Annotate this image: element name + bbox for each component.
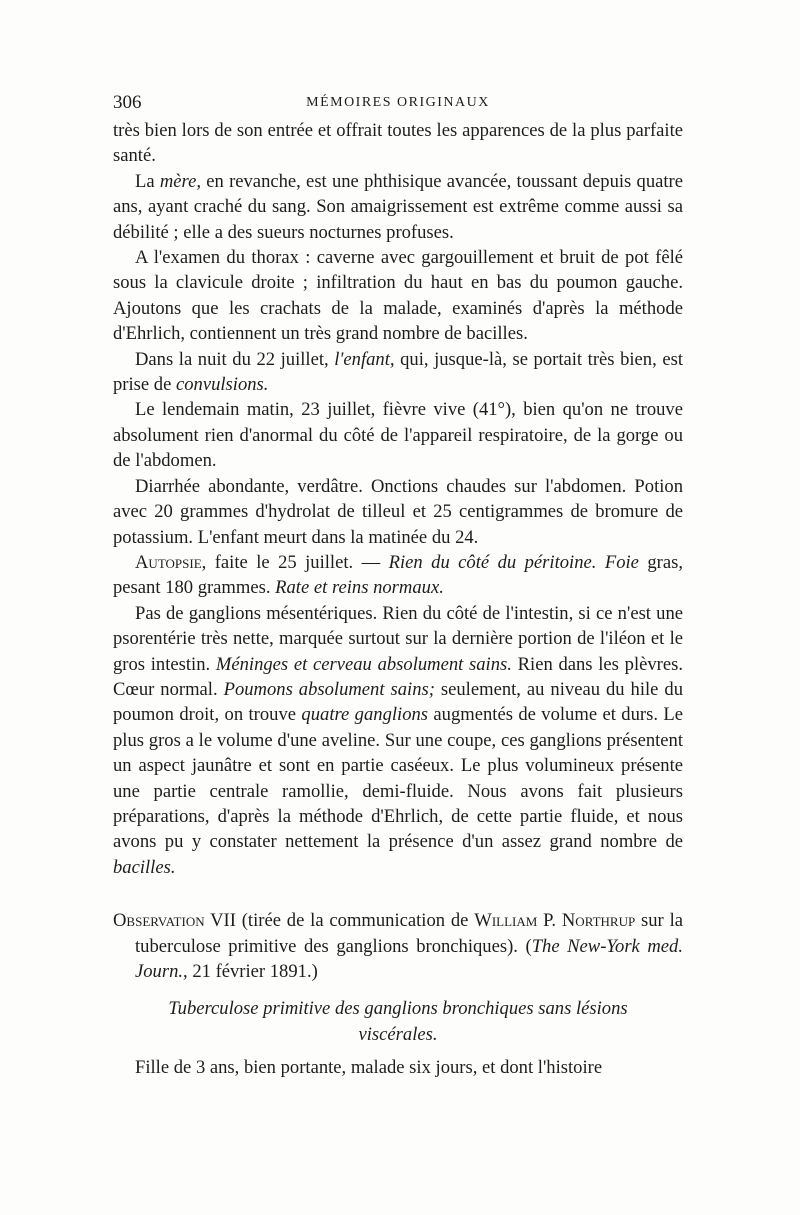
text-run: gras, pesant 180 grammes. bbox=[113, 551, 683, 599]
italic-run: l'enfant, bbox=[334, 348, 395, 370]
page-number: 306 bbox=[113, 92, 142, 113]
paragraph-4 bbox=[113, 347, 683, 398]
italic-run: Rien du côté du péritoine. Foie bbox=[388, 551, 639, 573]
small-caps-run: Autopsie, bbox=[135, 551, 207, 573]
header-title: MÉMOIRES ORIGINAUX bbox=[306, 95, 490, 110]
text-run: La bbox=[135, 170, 160, 192]
text-run: Rien dans les plèvres. Cœur normal. bbox=[113, 653, 683, 700]
italic-run: quatre ganglions bbox=[301, 704, 429, 726]
text-run: (tirée de la communication de bbox=[235, 910, 475, 932]
italic-run: mère, bbox=[159, 170, 202, 192]
paragraph-3: A l'examen du thorax : caverne avec gargouillement et bruit de pot fêlé sous la clavicule droite ; infiltration du haut en bas du poumon gauche. Ajoutons que les crachats de la malade, examinés d'après la méthode d'Ehrlich, contiennent un très grand nombre de bacilles. bbox=[113, 247, 683, 345]
paragraph-5: Le lendemain matin, 23 juillet, fièvre vive (41°), bien qu'on ne trouve absolument rien d'anormal du côté de l'appareil respiratoire, de la gorge ou de l'abdomen. bbox=[113, 399, 683, 472]
observation-label: Observation VII bbox=[113, 910, 236, 932]
italic-run: Rate et reins normaux. bbox=[275, 577, 444, 599]
subtitle-line-1: Tuberculose primitive des ganglions bronchiques sans lésions bbox=[168, 998, 628, 1020]
italic-run: Méninges et cerveau absolument sains. bbox=[215, 653, 512, 675]
observation-text: Fille de 3 ans, bien portante, malade six jours, et dont l'histoire bbox=[135, 1057, 603, 1079]
text-run: , 21 février 1891.) bbox=[183, 961, 318, 982]
text-run: sur la tuberculose primitive des ganglions bronchiques). ( bbox=[135, 910, 683, 957]
italic-run: convulsions. bbox=[176, 374, 269, 396]
body-text bbox=[113, 118, 683, 880]
page bbox=[113, 92, 683, 1099]
section-gap bbox=[113, 880, 683, 908]
journal-title: The New-York med. Journ. bbox=[135, 935, 683, 982]
text-run: augmentés de volume et durs. Le plus gros a le volume d'une aveline. Sur une coupe, ces ganglions présentent un aspect jaunâtre et sont en partie caséeux. Le plus volumineux présente une partie centrale ramollie, demi-fluide. Nous avons fait plusieurs préparations, d'après la méthode d'Ehrlich, de cette partie fluide, et nous avons pu y constater nettement la présence d'un assez grand nombre de bbox=[113, 704, 683, 853]
subtitle-line-2: viscérales. bbox=[358, 1023, 438, 1045]
text-run: Pas de ganglions mésentériques. Rien du côté de l'intestin, si ce n'est une psorentérie très nette, marquée surtout sur la dernière portion de l'iléon et le gros intestin. bbox=[113, 602, 683, 675]
observation-heading bbox=[113, 908, 683, 984]
text-run: faite le 25 juillet. — bbox=[206, 551, 389, 573]
paragraph-6: Diarrhée abondante, verdâtre. Onctions chaudes sur l'abdomen. Potion avec 20 grammes d'hydrolat de tilleul et 25 centigrammes de bromure de potassium. L'enfant meurt dans la matinée du 24. bbox=[113, 475, 683, 548]
author-name: William P. Northrup bbox=[474, 910, 636, 932]
paragraph-7 bbox=[113, 550, 683, 601]
paragraph-8 bbox=[113, 601, 683, 880]
text-run: Dans la nuit du 22 juillet, bbox=[135, 348, 335, 370]
observation-subtitle bbox=[113, 996, 683, 1047]
text-run: en revanche, est une phthisique avancée, toussant depuis quatre ans, ayant craché du sang. Son amaigrissement est extrême comme aussi sa débilité ; elle a des sueurs nocturnes profuses. bbox=[113, 170, 683, 243]
running-head bbox=[113, 92, 683, 118]
italic-run: bacilles. bbox=[113, 856, 176, 878]
italic-run: Poumons absolument sains; bbox=[223, 678, 435, 700]
paragraph-2 bbox=[113, 169, 683, 245]
paragraph-1: très bien lors de son entrée et offrait toutes les apparences de la plus parfaite santé. bbox=[113, 120, 683, 167]
text-run: seulement, au niveau du hile du poumon droit, on trouve bbox=[113, 678, 683, 726]
text-run: qui, jusque-là, se portait très bien, est prise de bbox=[113, 348, 683, 396]
